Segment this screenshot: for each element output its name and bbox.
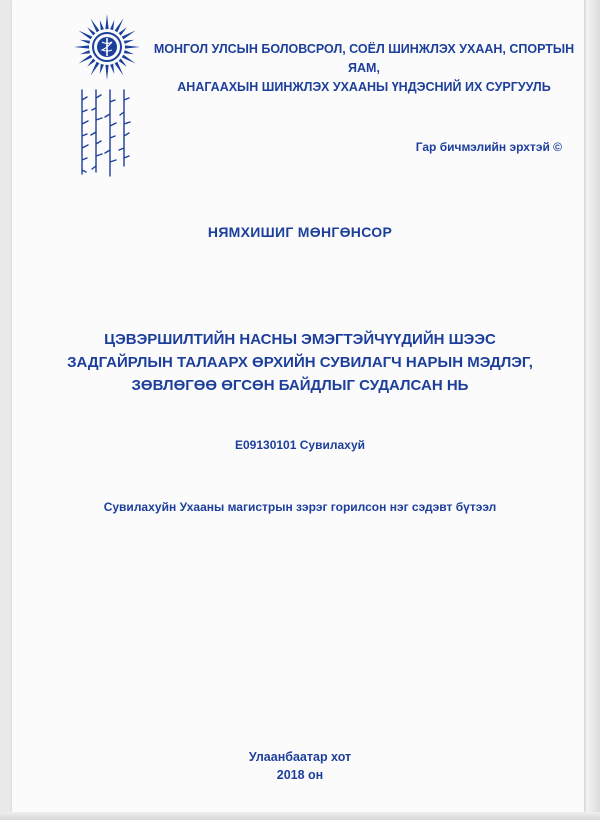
logo-ray — [78, 31, 92, 40]
logo-ray — [91, 62, 100, 76]
page-bottom-edge — [0, 812, 600, 820]
logo-ray — [80, 50, 90, 54]
title-line-2: ЗАДГАЙРЛЫН ТАЛААРХ ӨРХИЙН СУВИЛАГЧ НАРЫН МЭДЛЭГ, — [67, 354, 533, 371]
logo-ray — [119, 27, 127, 35]
logo-ray — [115, 62, 124, 76]
logo-ray — [110, 64, 114, 74]
logo-ray — [119, 59, 127, 67]
mongolian-script-name — [72, 86, 138, 178]
logo-ray — [74, 45, 89, 48]
logo-ray — [125, 45, 140, 48]
logo-ray — [78, 55, 92, 64]
thesis-title — [0, 328, 600, 397]
title-line-1: ЦЭВЭРШИЛТИЙН НАСНЫ ЭМЭГТЭЙЧҮҮДИЙН ШЭЭС — [104, 331, 496, 348]
title-line-3: ЗӨВЛӨГӨӨ ӨГСӨН БАЙДЛЫГ СУДАЛСАН НЬ — [131, 377, 469, 394]
logo-ray — [122, 31, 136, 40]
logo-ray — [100, 20, 104, 30]
logo-ray — [110, 20, 114, 30]
logo-ray — [122, 55, 136, 64]
logo-ray — [105, 14, 108, 29]
university-logo — [70, 12, 144, 82]
logo-ray — [124, 50, 134, 54]
logo-ray — [105, 65, 108, 80]
logo-ray — [124, 40, 134, 44]
institution-header — [140, 40, 588, 97]
institution-line-1: МОНГОЛ УЛСЫН БОЛОВСРОЛ, СОЁЛ ШИНЖЛЭХ УХААН, СПОРТЫН ЯАМ, — [153, 42, 575, 75]
logo-ray — [91, 18, 100, 32]
place-and-year — [0, 748, 600, 784]
institution-line-2: АНАГААХЫН ШИНЖЛЭХ УХААНЫ ҮНДЭСНИЙ ИХ СУРГУУЛЬ — [177, 80, 551, 94]
logo-ray — [87, 27, 95, 35]
logo-ray — [80, 40, 90, 44]
year: 2018 он — [276, 768, 324, 782]
program-code: E09130101 Сувилахуй — [235, 438, 365, 452]
author-name: НЯМХИШИГ МӨНГӨНСОР — [207, 224, 393, 240]
place: Улаанбаатар хот — [248, 750, 352, 764]
degree-statement: Сувилахуйн Ухааны магистрын зэрэг горилсон нэг сэдэвт бүтээл — [103, 500, 497, 514]
logo-ray — [115, 18, 124, 32]
logo-ray — [100, 64, 104, 74]
copyright-notice: Гар бичмэлийн эрхтэй © — [415, 140, 562, 154]
logo-ray — [87, 59, 95, 67]
page-edge-shadow — [586, 0, 600, 820]
